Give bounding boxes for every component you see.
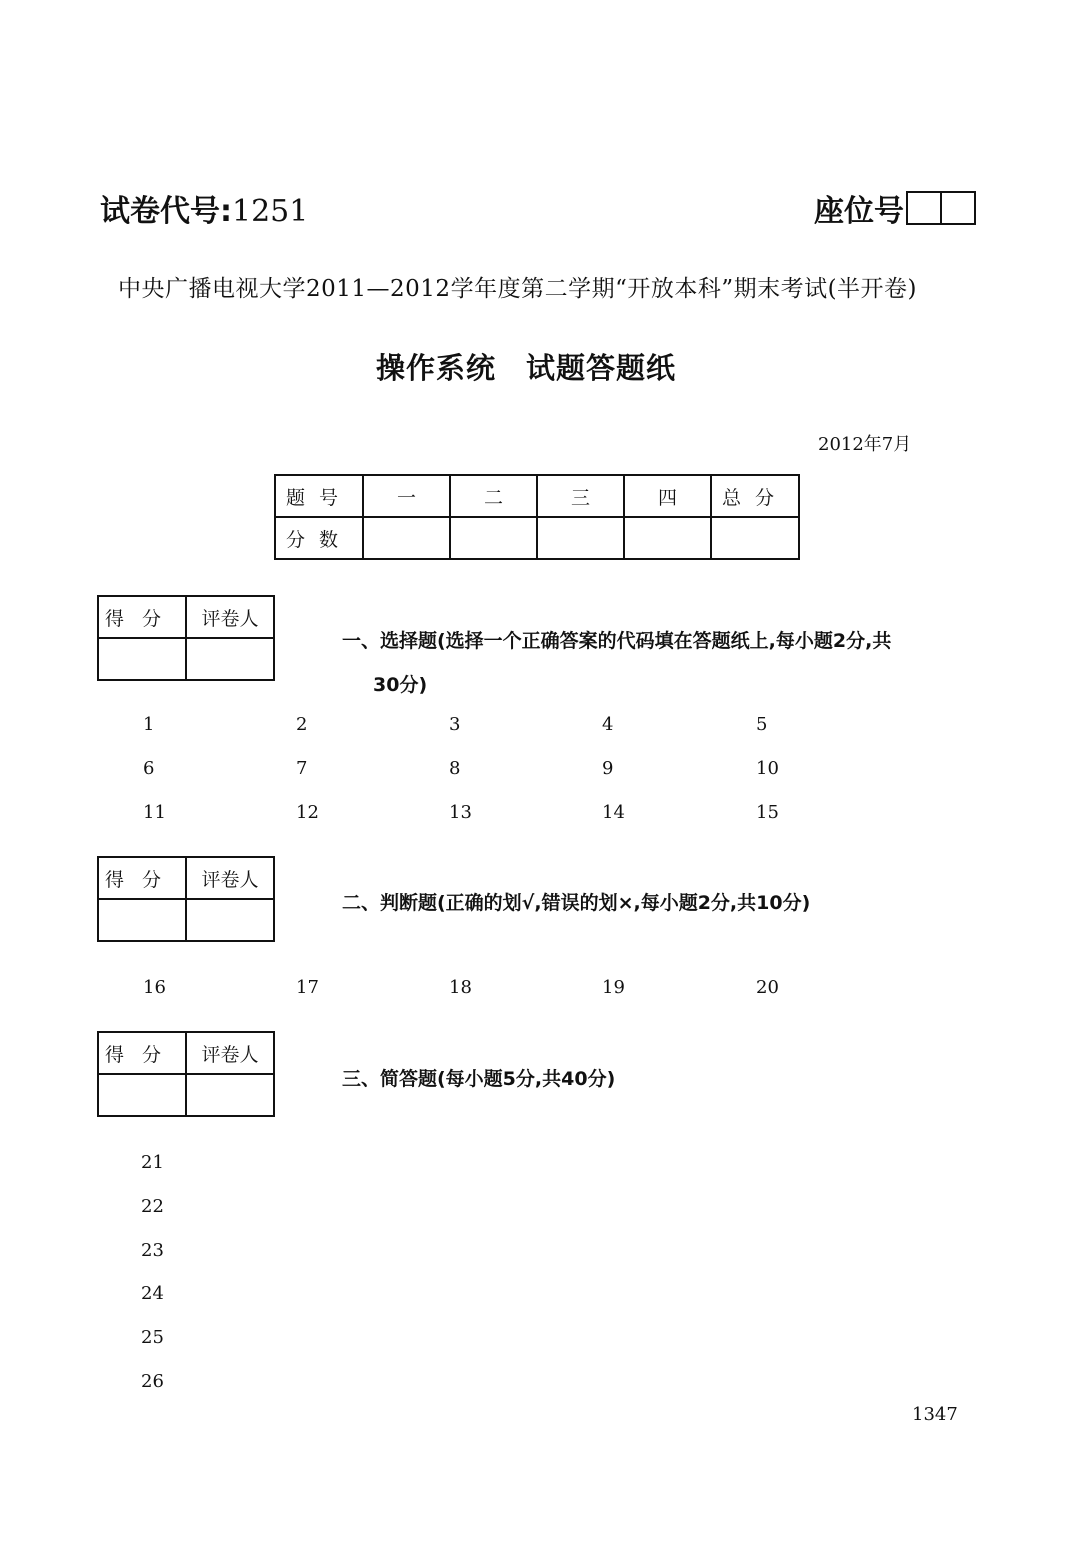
score-table-header-cell: 题号 <box>275 475 363 517</box>
grader-score-cell[interactable] <box>98 638 186 680</box>
paper-code-value: 1251 <box>232 194 309 229</box>
score-cell[interactable] <box>624 517 711 559</box>
question-number: 8 <box>449 758 461 779</box>
question-number: 25 <box>141 1327 164 1348</box>
grader-box <box>97 1031 275 1117</box>
question-number: 9 <box>602 758 614 779</box>
question-number: 18 <box>449 977 472 998</box>
question-number: 16 <box>143 977 166 998</box>
seat-number-label: 座位号 <box>814 194 904 229</box>
grader-box <box>97 856 275 942</box>
section-heading: 三、简答题(每小题5分,共40分) <box>342 1068 616 1090</box>
score-cell[interactable] <box>711 517 799 559</box>
exam-title: 中央广播电视大学2011—2012学年度第二学期“开放本科”期末考试(半开卷) <box>118 276 918 302</box>
score-table-header-cell: 总分 <box>711 475 799 517</box>
grader-name-cell[interactable] <box>186 1074 274 1116</box>
grader-score-label: 得分 <box>98 596 186 638</box>
score-table-header-cell: 三 <box>537 475 624 517</box>
grader-score-label: 得分 <box>98 1032 186 1074</box>
seat-number <box>814 186 976 230</box>
grader-name-cell[interactable] <box>186 899 274 941</box>
question-number: 20 <box>756 977 779 998</box>
score-cell[interactable] <box>537 517 624 559</box>
seat-number-box[interactable] <box>942 191 976 225</box>
question-number: 23 <box>141 1240 164 1261</box>
score-cell[interactable] <box>363 517 450 559</box>
score-table-header-cell: 一 <box>363 475 450 517</box>
question-number: 4 <box>602 714 614 735</box>
question-number: 19 <box>602 977 625 998</box>
section-heading: 二、判断题(正确的划√,错误的划×,每小题2分,共10分) <box>342 892 811 914</box>
question-number: 5 <box>756 714 768 735</box>
grader-name-cell[interactable] <box>186 638 274 680</box>
question-number: 1 <box>143 714 155 735</box>
question-number: 12 <box>296 802 319 823</box>
paper-code-label: 试卷代号: <box>100 194 232 229</box>
question-number: 24 <box>141 1283 164 1304</box>
question-number: 15 <box>756 802 779 823</box>
grader-box <box>97 595 275 681</box>
score-cell[interactable] <box>450 517 537 559</box>
grader-score-cell[interactable] <box>98 1074 186 1116</box>
section-heading-continued: 30分) <box>373 674 428 696</box>
score-table-header-cell: 四 <box>624 475 711 517</box>
page-number: 1347 <box>912 1404 958 1425</box>
score-summary-table <box>274 474 800 560</box>
exam-date: 2012年7月 <box>818 434 912 455</box>
question-number: 2 <box>296 714 308 735</box>
question-number: 10 <box>756 758 779 779</box>
score-table-header-cell: 二 <box>450 475 537 517</box>
seat-number-boxes <box>906 191 976 225</box>
question-number: 22 <box>141 1196 164 1217</box>
question-number: 21 <box>141 1152 164 1173</box>
question-number: 14 <box>602 802 625 823</box>
question-number: 13 <box>449 802 472 823</box>
question-number: 11 <box>143 802 166 823</box>
question-number: 6 <box>143 758 155 779</box>
grader-name-label: 评卷人 <box>186 596 274 638</box>
question-number: 17 <box>296 977 319 998</box>
grader-name-label: 评卷人 <box>186 1032 274 1074</box>
grader-score-label: 得分 <box>98 857 186 899</box>
question-number: 3 <box>449 714 461 735</box>
grader-name-label: 评卷人 <box>186 857 274 899</box>
score-table-header-row <box>275 475 799 517</box>
score-table-row-label: 分数 <box>275 517 363 559</box>
subject-title: 操作系统 试题答题纸 <box>376 351 677 385</box>
question-number: 26 <box>141 1371 164 1392</box>
score-table-score-row <box>275 517 799 559</box>
question-number: 7 <box>296 758 308 779</box>
paper-code <box>100 186 308 230</box>
grader-score-cell[interactable] <box>98 899 186 941</box>
section-heading: 一、选择题(选择一个正确答案的代码填在答题纸上,每小题2分,共 <box>342 630 892 652</box>
seat-number-box[interactable] <box>906 191 942 225</box>
